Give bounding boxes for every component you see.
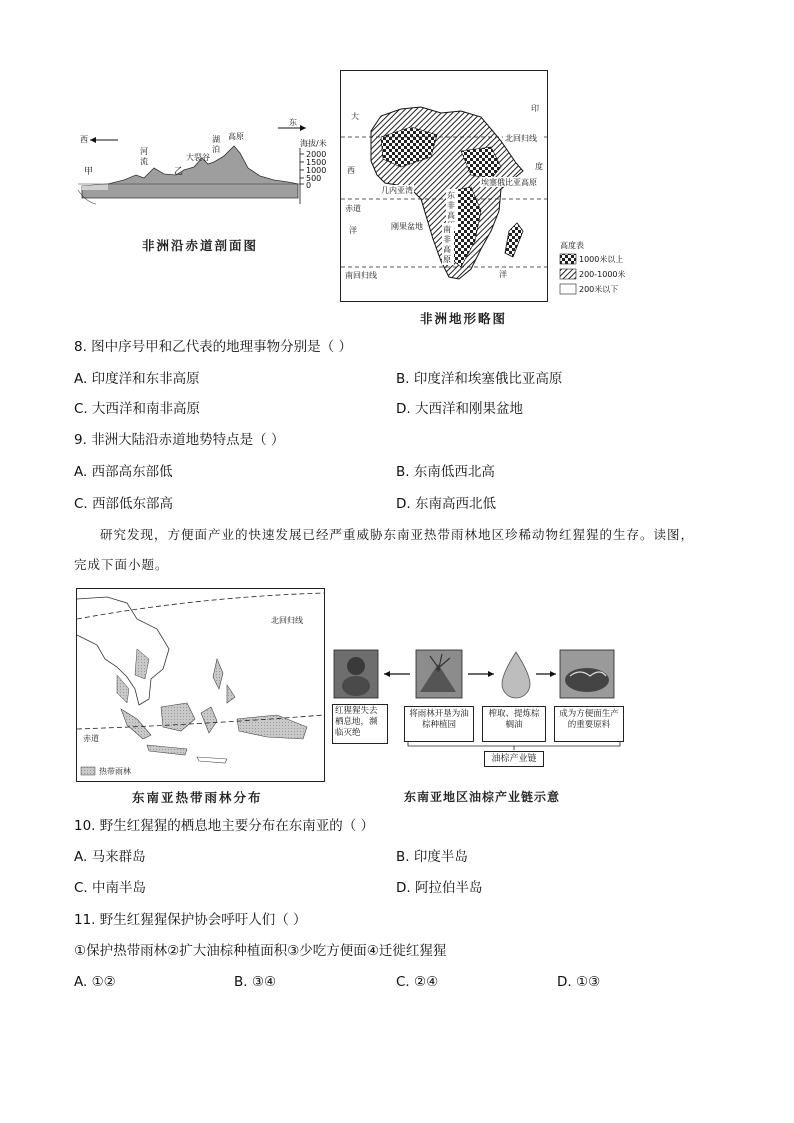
equator-profile-figure	[78, 118, 327, 210]
chain-box-plantation-text: 将雨林开垦为油棕种植园	[409, 709, 469, 730]
question-8-option-a[interactable]: A. 印度洋和东非高原	[74, 371, 200, 387]
question-9-option-a[interactable]: A. 西部高东部低	[74, 464, 173, 480]
profile-lake-label-2: 泊	[212, 145, 220, 154]
africa-indian-3: 洋	[499, 270, 507, 279]
question-9-option-c[interactable]: C. 西部低东部高	[74, 496, 174, 512]
africa-south-3: 高	[443, 245, 451, 254]
africa-atlantic-1: 大	[351, 112, 359, 121]
question-9-option-b[interactable]: B. 东南低西北高	[396, 464, 495, 480]
profile-tick-1000: 1000	[306, 166, 327, 175]
africa-equator: 赤道	[345, 204, 361, 213]
africa-indian-2: 度	[535, 162, 543, 171]
africa-legend-low: 200米以下	[579, 285, 619, 294]
passage-line-2: 完成下面小题。	[74, 557, 169, 572]
question-11-option-c[interactable]: C. ②④	[396, 974, 439, 990]
africa-east-3: 高	[447, 211, 455, 220]
chain-box-orangutan-text: 红猩猩失去栖息地，濒临灭绝	[335, 706, 378, 738]
question-10-stem: 10. 野生红猩猩的栖息地主要分布在东南亚的（ ）	[74, 818, 375, 834]
africa-atlantic-3: 洋	[349, 226, 357, 235]
se-asia-tropic-cancer: 北回归线	[271, 616, 303, 625]
se-asia-legend: 热带雨林	[99, 767, 131, 776]
chain-box-orangutan	[332, 704, 388, 744]
passage-line-1: 研究发现，方便面产业的快速发展已经严重威胁东南亚热带雨林地区珍稀动物红猩猩的生存。读图，	[100, 527, 695, 542]
africa-guinea: 几内亚湾	[381, 186, 413, 195]
question-10-option-c[interactable]: C. 中南半岛	[74, 880, 147, 896]
question-10-option-a[interactable]: A. 马来群岛	[74, 849, 146, 865]
africa-legend-mid: 200-1000米	[579, 270, 626, 279]
profile-tick-1500: 1500	[306, 158, 327, 167]
africa-tropic-capricorn: 南回归线	[345, 271, 377, 280]
chain-box-extract-text: 榨取、提炼棕榈油	[488, 709, 540, 730]
se-asia-equator: 赤道	[83, 734, 99, 743]
chain-box-noodle-text: 成为方便面生产的重要原料	[559, 709, 619, 730]
question-11-statements: ①保护热带雨林②扩大油棕种植面积③少吃方便面④迁徙红猩猩	[74, 943, 447, 959]
africa-south-2: 非	[443, 235, 451, 244]
question-11-option-a[interactable]: A. ①②	[74, 974, 116, 990]
chain-box-plantation	[404, 706, 474, 742]
africa-south-1: 南	[443, 225, 451, 234]
profile-plateau-label: 高原	[228, 132, 244, 141]
profile-yi-label: 乙	[174, 167, 184, 177]
question-8-option-d[interactable]: D. 大西洋和刚果盆地	[396, 401, 523, 417]
profile-jia-label: 甲	[84, 167, 94, 177]
africa-east-2: 非	[447, 201, 455, 210]
africa-east-1: 东	[447, 191, 455, 200]
chain-box-noodle	[554, 706, 624, 742]
profile-tick-0: 0	[306, 181, 312, 190]
question-8-option-c[interactable]: C. 大西洋和南非高原	[74, 401, 201, 417]
profile-tick-500: 500	[306, 174, 322, 183]
africa-legend-high: 1000米以上	[579, 255, 624, 264]
africa-atlantic-2: 西	[347, 166, 355, 175]
profile-caption: 非洲沿赤道剖面图	[142, 238, 259, 253]
africa-tropic-cancer: 北回归线	[505, 134, 537, 143]
se-asia-map-figure	[76, 588, 325, 782]
question-8-option-b[interactable]: B. 印度洋和埃塞俄比亚高原	[396, 371, 563, 387]
question-11-option-b[interactable]: B. ③④	[234, 974, 277, 990]
profile-river-label-1: 河	[140, 147, 148, 156]
profile-west-label: 西	[80, 135, 88, 144]
question-11-option-d[interactable]: D. ①③	[557, 974, 601, 990]
africa-congo: 刚果盆地	[391, 222, 423, 231]
profile-axis-title: 海拔/米	[300, 139, 327, 148]
chain-caption: 东南亚地区油棕产业链示意	[404, 790, 561, 804]
chain-box-extract	[482, 706, 546, 742]
africa-legend	[556, 240, 628, 298]
chain-label-text: 油棕产业链	[491, 754, 537, 764]
question-11-stem: 11. 野生红猩猩保护协会呼吁人们（ ）	[74, 912, 307, 928]
question-9-option-d[interactable]: D. 东南高西北低	[396, 496, 496, 512]
profile-lake-label-1: 湖	[212, 135, 220, 144]
se-asia-map-caption: 东南亚热带雨林分布	[132, 790, 263, 805]
profile-east-label: 东	[289, 118, 297, 127]
africa-ethiopia: 埃塞俄比亚高原	[481, 178, 537, 187]
africa-map-figure	[340, 70, 548, 302]
africa-south-4: 原	[443, 255, 451, 264]
profile-tick-2000: 2000	[306, 150, 327, 159]
chain-label-box	[484, 751, 544, 767]
question-10-option-b[interactable]: B. 印度半岛	[396, 849, 468, 865]
africa-legend-title: 高度表	[560, 241, 584, 250]
question-10-option-d[interactable]: D. 阿拉伯半岛	[396, 880, 483, 896]
africa-map-caption: 非洲地形略图	[420, 311, 508, 326]
profile-river-label-2: 流	[140, 157, 148, 166]
question-8-stem: 8. 图中序号甲和乙代表的地理事物分别是（ ）	[74, 339, 352, 355]
profile-rift-label: 大裂谷	[186, 153, 210, 162]
question-9-stem: 9. 非洲大陆沿赤道地势特点是（ ）	[74, 432, 285, 448]
africa-indian-1: 印	[531, 104, 539, 113]
